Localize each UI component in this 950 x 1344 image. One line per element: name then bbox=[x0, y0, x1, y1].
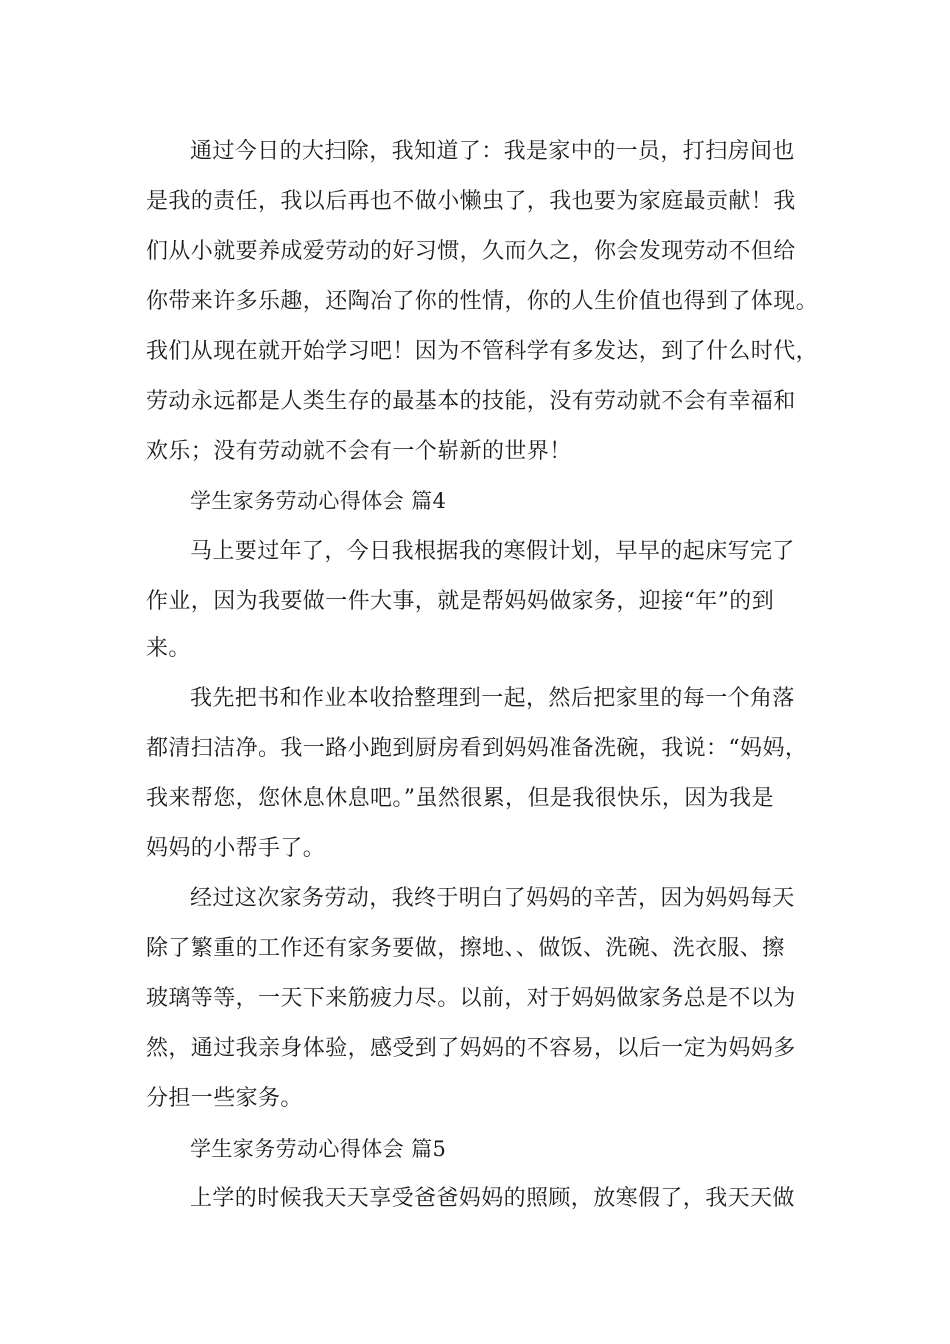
paragraph-line: 通过今日的大扫除，我知道了：我是家中的一员，打扫房间也 bbox=[190, 139, 795, 164]
paragraph-line: 除了繁重的工作还有家务要做，擦地、、做饭、洗碗、洗衣服、擦 bbox=[146, 936, 785, 961]
paragraph-line: 分担一些家务。 bbox=[146, 1086, 303, 1111]
paragraph-line: 马上要过年了，今日我根据我的寒假计划，早早的起床写完了 bbox=[190, 539, 795, 564]
paragraph-line: 都清扫洁净。我一路小跑到厨房看到妈妈准备洗碗，我说：“妈妈， bbox=[146, 736, 808, 761]
paragraph-line: 经过这次家务劳动，我终于明白了妈妈的辛苦，因为妈妈每天 bbox=[190, 886, 795, 911]
paragraph-line: 我来帮您，您休息休息吧。”虽然很累，但是我很快乐，因为我是 bbox=[146, 786, 774, 811]
paragraph-line: 上学的时候我天天享受爸爸妈妈的照顾，放寒假了，我天天做 bbox=[190, 1186, 795, 1211]
paragraph-line: 是我的责任，我以后再也不做小懒虫了，我也要为家庭最贡献！我 bbox=[146, 189, 796, 214]
paragraph-line: 们从小就要养成爱劳动的好习惯，久而久之，你会发现劳动不但给 bbox=[146, 239, 796, 264]
section-heading: 学生家务劳动心得体会 篇4 bbox=[190, 489, 447, 513]
paragraph-line: 然，通过我亲身体验，感受到了妈妈的不容易，以后一定为妈妈多 bbox=[146, 1036, 796, 1061]
paragraph-line: 我先把书和作业本收拾整理到一起，然后把家里的每一个角落 bbox=[190, 686, 795, 711]
paragraph-line: 劳动永远都是人类生存的最基本的技能，没有劳动就不会有幸福和 bbox=[146, 389, 796, 414]
paragraph-line: 来。 bbox=[146, 636, 191, 661]
paragraph-line: 你带来许多乐趣，还陶冶了你的性情，你的人生价值也得到了体现。 bbox=[146, 289, 819, 314]
paragraph-line: 作业，因为我要做一件大事，就是帮妈妈做家务，迎接“年”的到 bbox=[146, 589, 775, 614]
paragraph-line: 妈妈的小帮手了。 bbox=[146, 836, 326, 861]
paragraph-line: 我们从现在就开始学习吧！因为不管科学有多发达，到了什么时代， bbox=[146, 339, 819, 364]
paragraph-line: 玻璃等等，一天下来筋疲力尽。以前，对于妈妈做家务总是不以为 bbox=[146, 986, 796, 1011]
paragraph-line: 欢乐；没有劳动就不会有一个崭新的世界！ bbox=[146, 439, 572, 464]
section-heading: 学生家务劳动心得体会 篇5 bbox=[190, 1137, 447, 1161]
